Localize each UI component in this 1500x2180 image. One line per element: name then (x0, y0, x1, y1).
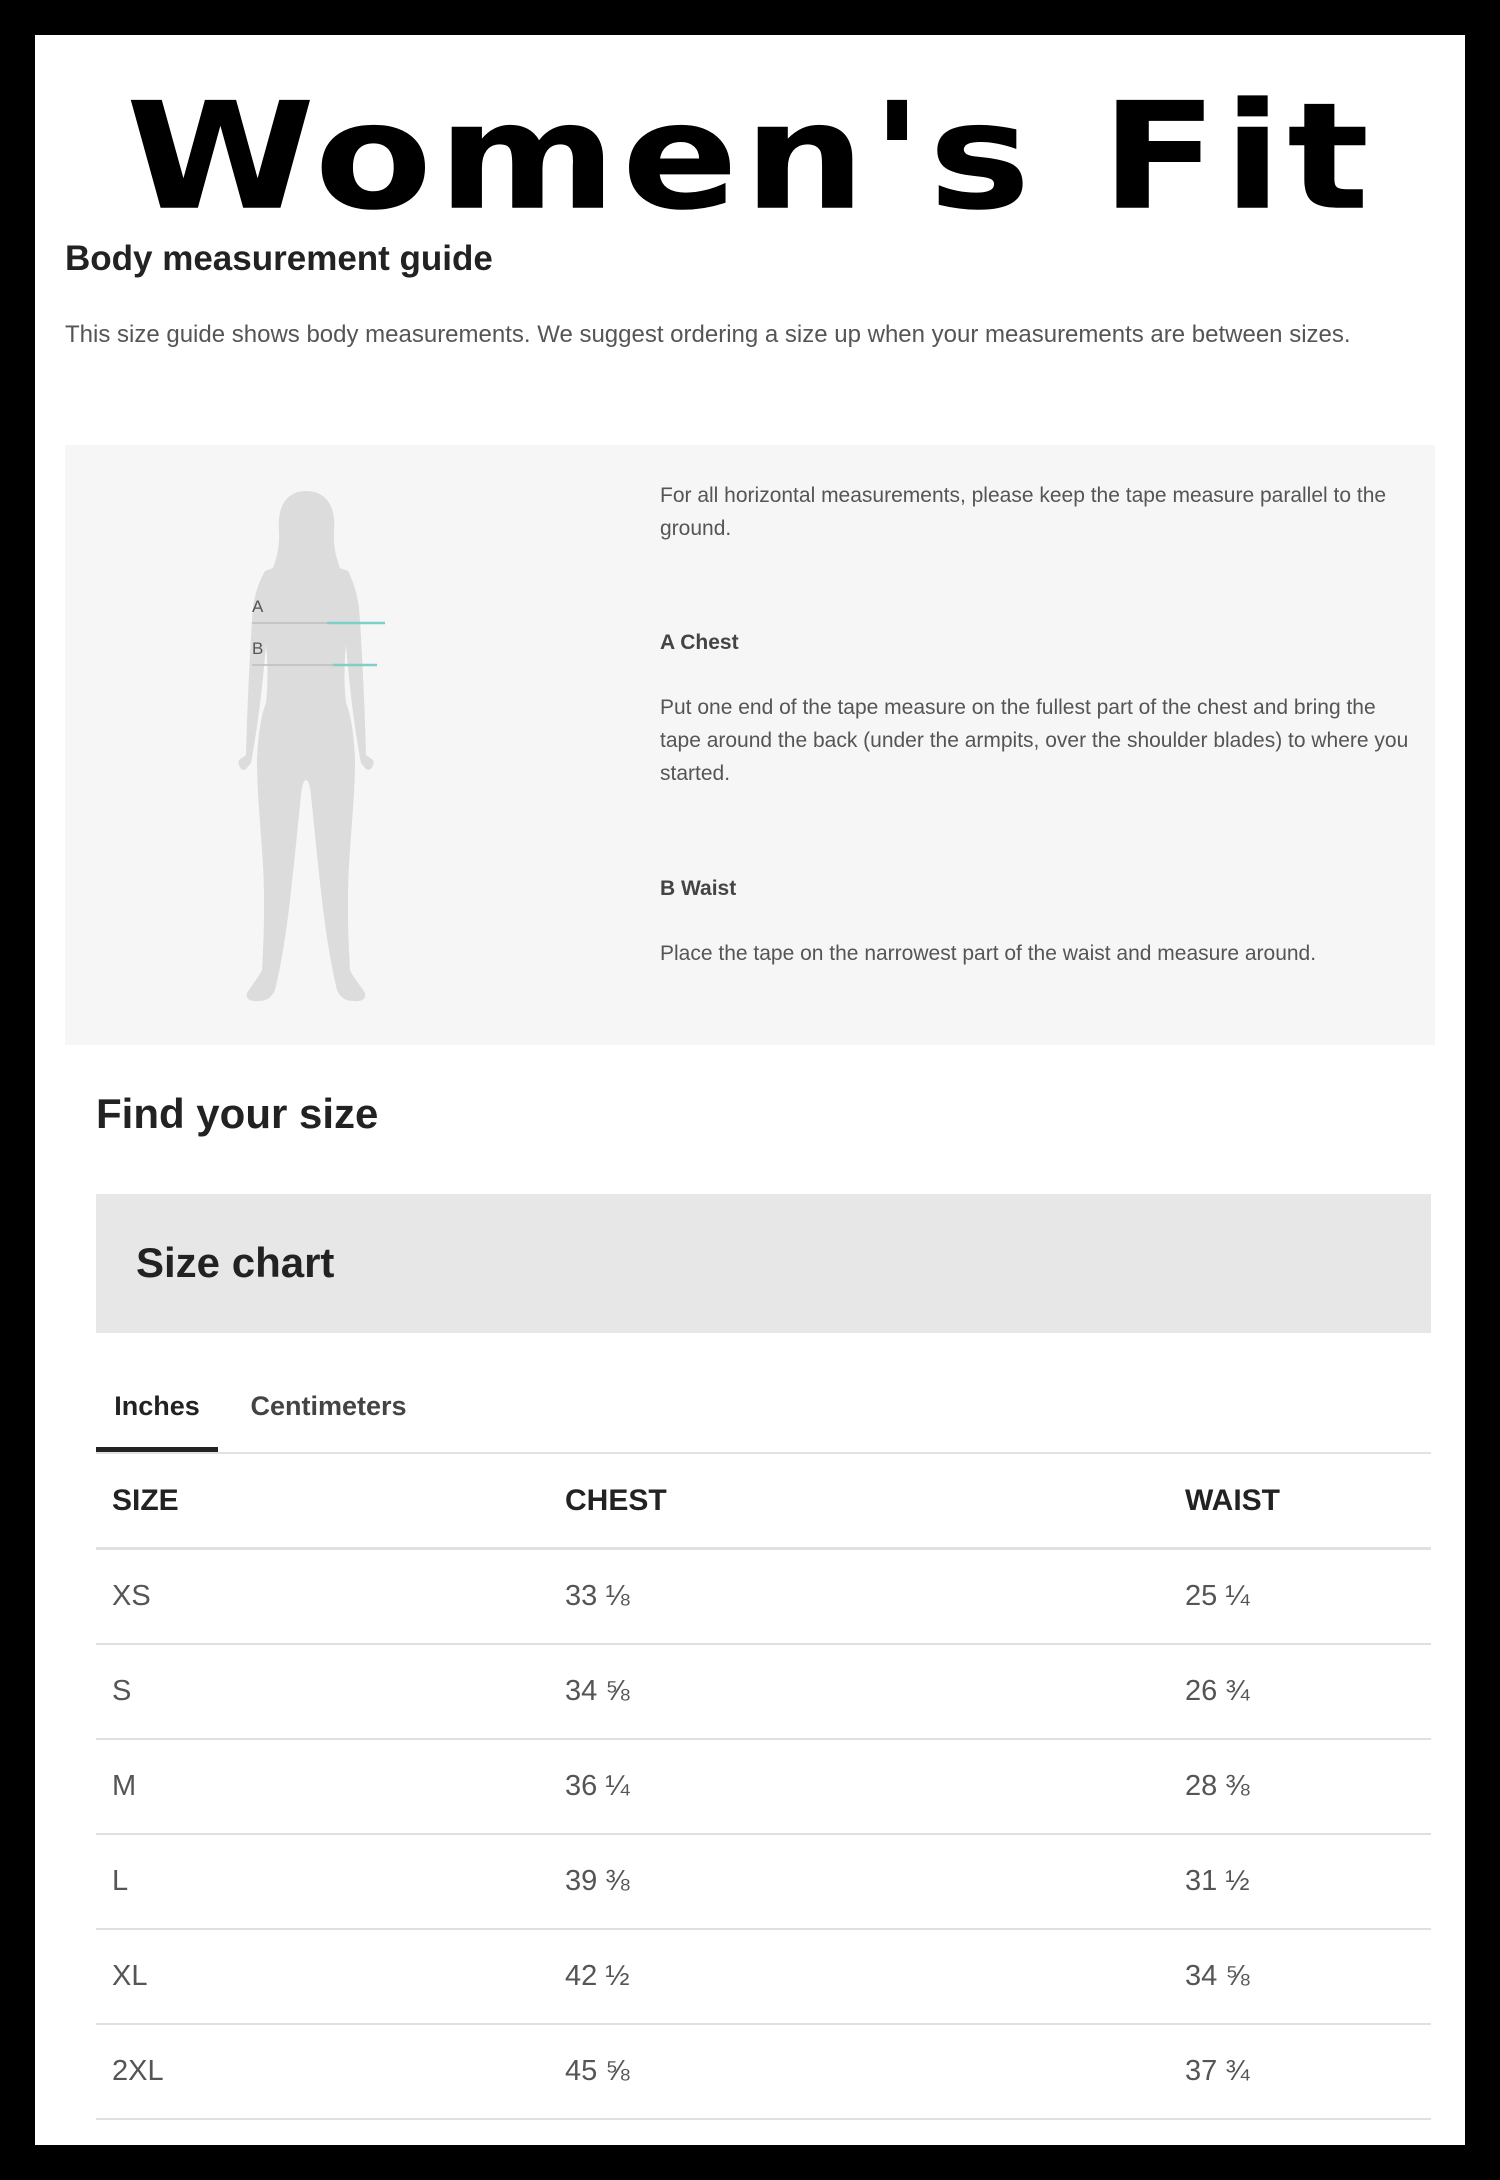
size-table (96, 1454, 1431, 2120)
measurement-guide-intro: This size guide shows body measurements. We suggest ordering a size up when your measurements are between sizes. (65, 321, 1351, 348)
unit-tabs (96, 1360, 1431, 1452)
marker-a-label: A (252, 597, 264, 616)
column-header-size: SIZE (96, 1454, 549, 1549)
waist-instructions: Place the tape on the narrowest part of the waist and measure around. (660, 942, 1317, 965)
chest-cell: 34 ⅝ (549, 1644, 1169, 1739)
measurement-guide-panel (65, 445, 1435, 1045)
tab-inches[interactable]: Inches (96, 1360, 218, 1452)
size-cell: XL (96, 1929, 549, 2024)
column-header-waist: WAIST (1169, 1454, 1431, 1549)
chest-instructions: Put one end of the tape measure on the fullest part of the chest and bring the tape around the back (under the armpits, over the shoulder blades) to where you started. (660, 696, 1409, 785)
size-chart-title: Size chart (136, 1239, 335, 1286)
marker-b-label: B (252, 639, 264, 658)
table-header-row (96, 1454, 1431, 1549)
waist-heading: B Waist (660, 877, 737, 900)
table-row (96, 1929, 1431, 2024)
size-cell: M (96, 1739, 549, 1834)
womens-fit-banner: Women's Fit (125, 70, 1375, 243)
waist-cell: 28 ⅜ (1169, 1739, 1431, 1834)
size-cell: L (96, 1834, 549, 1929)
table-row (96, 1644, 1431, 1739)
table-row (96, 1834, 1431, 1929)
table-row (96, 2024, 1431, 2119)
column-header-chest: CHEST (549, 1454, 1169, 1549)
measurement-guide-heading: Body measurement guide (65, 239, 493, 278)
woman-silhouette-icon (239, 491, 374, 1001)
chest-cell: 33 ⅛ (549, 1549, 1169, 1645)
waist-cell: 34 ⅝ (1169, 1929, 1431, 2024)
chest-cell: 45 ⅝ (549, 2024, 1169, 2119)
chest-cell: 36 ¼ (549, 1739, 1169, 1834)
size-cell: 2XL (96, 2024, 549, 2119)
horizontal-measurement-note: For all horizontal measurements, please keep the tape measure parallel to the ground. (660, 484, 1387, 540)
body-silhouette-figure (65, 445, 625, 1045)
waist-cell: 26 ¾ (1169, 1644, 1431, 1739)
waist-cell: 37 ¾ (1169, 2024, 1431, 2119)
table-row (96, 1549, 1431, 1645)
chest-cell: 39 ⅜ (549, 1834, 1169, 1929)
chest-cell: 42 ½ (549, 1929, 1169, 2024)
size-cell: S (96, 1644, 549, 1739)
waist-cell: 31 ½ (1169, 1834, 1431, 1929)
chest-heading: A Chest (660, 631, 739, 654)
find-your-size-heading: Find your size (96, 1090, 379, 1137)
size-cell: XS (96, 1549, 549, 1645)
tab-centimeters[interactable]: Centimeters (250, 1390, 407, 1421)
size-chart-header (96, 1194, 1431, 1333)
size-guide-page (35, 35, 1465, 2145)
table-row (96, 1739, 1431, 1834)
waist-cell: 25 ¼ (1169, 1549, 1431, 1645)
